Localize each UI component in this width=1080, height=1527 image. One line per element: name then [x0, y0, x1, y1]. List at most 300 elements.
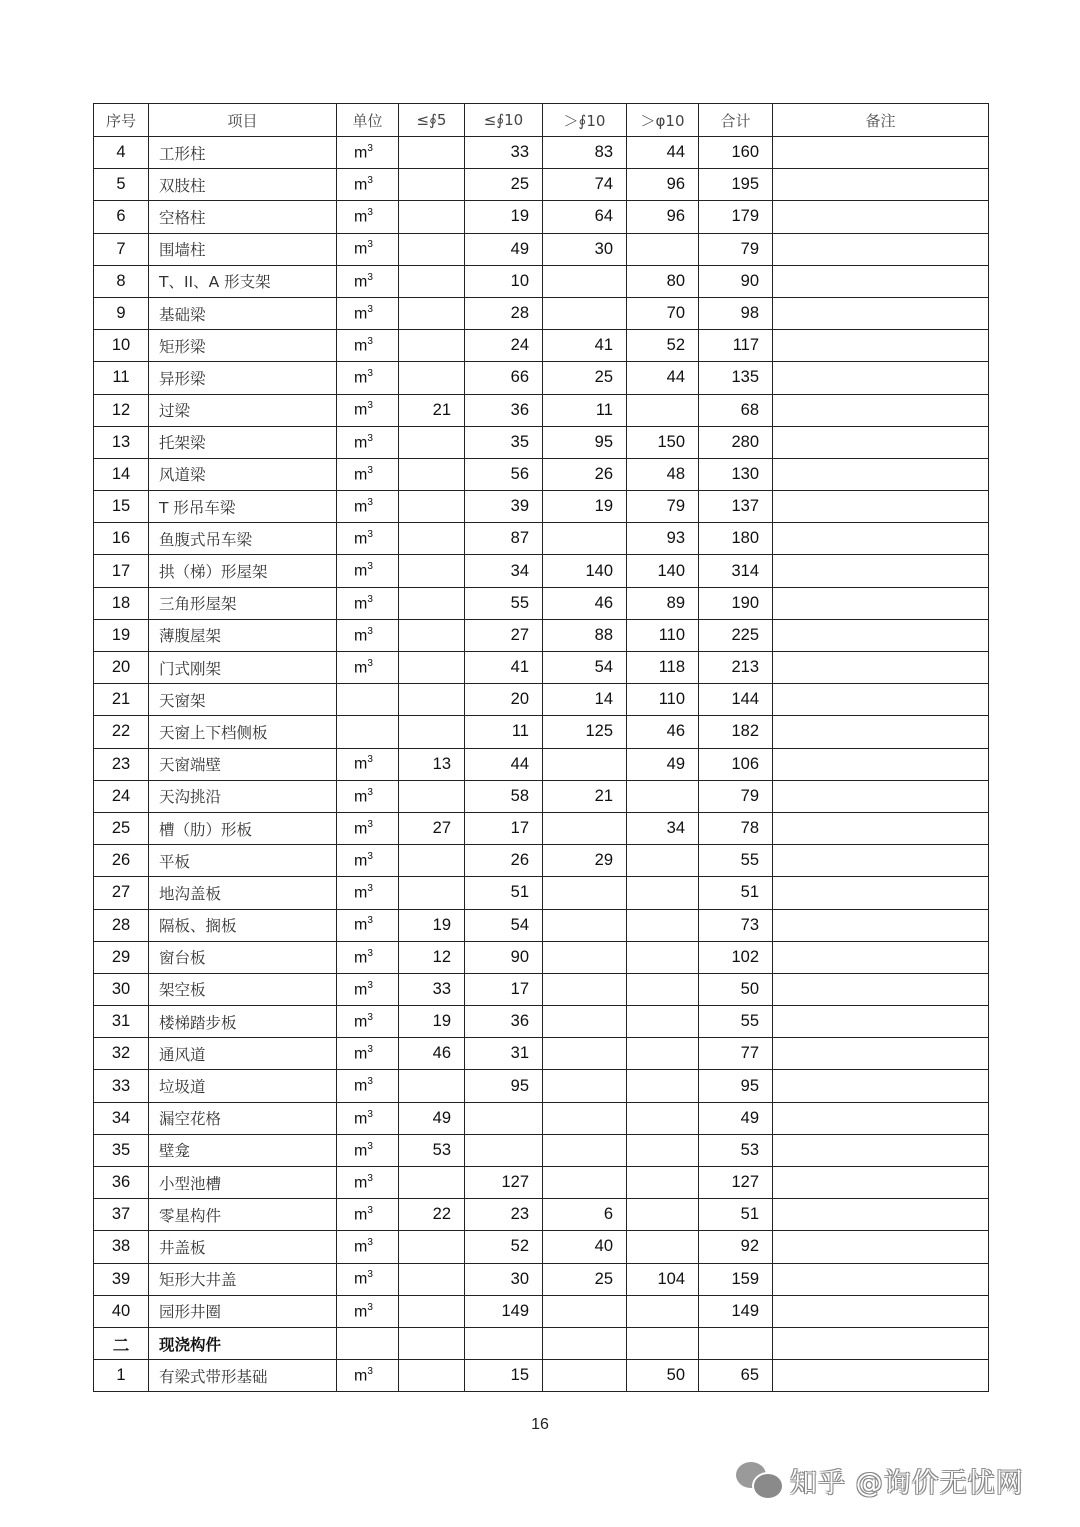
cell-item: T、II、A 形支架: [149, 265, 337, 297]
cell-total: 102: [699, 941, 773, 973]
cell-total: 106: [699, 748, 773, 780]
cell-le5: [399, 555, 465, 587]
cell-le5: [399, 1167, 465, 1199]
cell-gt-phi10: 50: [627, 1360, 699, 1392]
page-number: 16: [531, 1416, 549, 1433]
cell-le10: 44: [465, 748, 543, 780]
cell-note: [773, 265, 989, 297]
table-row: [94, 201, 989, 233]
cell-le10: 31: [465, 1038, 543, 1070]
cell-unit: [337, 491, 399, 523]
cell-item: 拱（梯）形屋架: [149, 555, 337, 587]
cell-gt10: 30: [543, 233, 627, 265]
cell-item: 窗台板: [149, 941, 337, 973]
cell-item: 天窗端壁: [149, 748, 337, 780]
cell-le5: [399, 684, 465, 716]
cell-le10: 54: [465, 909, 543, 941]
unit-exponent: 3: [367, 1205, 373, 1217]
cell-item: 围墙柱: [149, 233, 337, 265]
watermark-text: 知乎 @询价无忧网: [790, 1467, 1024, 1499]
cell-total: 55: [699, 1006, 773, 1038]
unit-exponent: 3: [367, 883, 373, 895]
unit-base: m: [354, 1270, 368, 1288]
cell-item: 鱼腹式吊车梁: [149, 523, 337, 555]
cell-note: [773, 587, 989, 619]
cell-le10: 90: [465, 941, 543, 973]
cell-le5: [399, 137, 465, 169]
cell-total: 50: [699, 973, 773, 1005]
cell-item: 工形柱: [149, 137, 337, 169]
cell-le10: 58: [465, 780, 543, 812]
table-row: [94, 652, 989, 684]
cell-le10: 36: [465, 394, 543, 426]
cell-item: 天窗架: [149, 684, 337, 716]
cell-gt-phi10: [627, 845, 699, 877]
unit-base: m: [354, 1238, 368, 1256]
table-row: [94, 877, 989, 909]
table-row: [94, 845, 989, 877]
cell-gt10: [543, 265, 627, 297]
cell-le10: [465, 1102, 543, 1134]
table-row: [94, 491, 989, 523]
cell-gt-phi10: 89: [627, 587, 699, 619]
cell-item: 井盖板: [149, 1231, 337, 1263]
cell-index: 7: [94, 233, 149, 265]
cell-unit: [337, 233, 399, 265]
table-header-row: [94, 104, 989, 137]
cell-gt10: 95: [543, 426, 627, 458]
unit-base: m: [354, 820, 368, 838]
cell-le10: 17: [465, 812, 543, 844]
cell-index: 19: [94, 619, 149, 651]
unit-base: m: [354, 305, 368, 323]
cell-unit: [337, 1295, 399, 1327]
cell-le5: [399, 780, 465, 812]
cell-le10: [465, 1134, 543, 1166]
cell-item: 基础梁: [149, 297, 337, 329]
cell-gt-phi10: 79: [627, 491, 699, 523]
table-row: [94, 909, 989, 941]
cell-gt-phi10: [627, 780, 699, 812]
unit-base: m: [354, 594, 368, 612]
cell-le10: 28: [465, 297, 543, 329]
unit-exponent: 3: [367, 142, 373, 154]
cell-total: 195: [699, 169, 773, 201]
cell-item: 薄腹屋架: [149, 619, 337, 651]
cell-unit: [337, 1006, 399, 1038]
unit-exponent: 3: [367, 271, 373, 283]
unit-exponent: 3: [367, 818, 373, 830]
cell-item: 隔板、搁板: [149, 909, 337, 941]
cell-le5: [399, 426, 465, 458]
unit-base: m: [354, 273, 368, 290]
unit-exponent: 3: [367, 593, 373, 605]
cell-index: 32: [94, 1038, 149, 1070]
cell-item: 天沟挑沿: [149, 780, 337, 812]
table-row: [94, 619, 989, 651]
cell-note: [773, 748, 989, 780]
cell-gt-phi10: 46: [627, 716, 699, 748]
table-row: [94, 812, 989, 844]
cell-index: 30: [94, 973, 149, 1005]
cell-gt10: [543, 812, 627, 844]
unit-base: m: [354, 144, 368, 162]
cell-gt-phi10: 96: [627, 201, 699, 233]
cell-index: 6: [94, 201, 149, 233]
cell-unit: [337, 1231, 399, 1263]
cell-note: [773, 1295, 989, 1327]
cell-le5: 53: [399, 1134, 465, 1166]
cell-note: [773, 1102, 989, 1134]
cell-unit: [337, 877, 399, 909]
cell-index: 35: [94, 1134, 149, 1166]
unit-exponent: 3: [367, 1140, 373, 1152]
unit-base: m: [354, 369, 368, 387]
cell-index: 37: [94, 1199, 149, 1231]
cell-note: [773, 909, 989, 941]
cell-le5: [399, 587, 465, 619]
table-row: [94, 1006, 989, 1038]
cell-index: 16: [94, 523, 149, 555]
cell-gt-phi10: 34: [627, 812, 699, 844]
cell-gt10: 21: [543, 780, 627, 812]
cell-gt-phi10: [627, 941, 699, 973]
cell-le10: 30: [465, 1263, 543, 1295]
table-row: [94, 1231, 989, 1263]
cell-total: 182: [699, 716, 773, 748]
cell-unit: [337, 973, 399, 1005]
cell-note: [773, 973, 989, 1005]
unit-base: m: [354, 852, 368, 870]
cell-le10: 55: [465, 587, 543, 619]
cell-unit: [337, 297, 399, 329]
cell-item: 小型池槽: [149, 1167, 337, 1199]
table-row: [94, 1102, 989, 1134]
cell-unit: [337, 1199, 399, 1231]
table-row: [94, 1263, 989, 1295]
cell-total: 77: [699, 1038, 773, 1070]
cell-le5: [399, 845, 465, 877]
cell-gt-phi10: 96: [627, 169, 699, 201]
cell-gt-phi10: 93: [627, 523, 699, 555]
cell-note: [773, 1134, 989, 1166]
cell-gt-phi10: [627, 1167, 699, 1199]
cell-note: [773, 1231, 989, 1263]
table-row: [94, 716, 989, 748]
unit-exponent: 3: [367, 1108, 373, 1120]
table-row: [94, 555, 989, 587]
unit-base: m: [354, 208, 368, 226]
unit-base: m: [354, 981, 368, 999]
cell-gt10: 26: [543, 458, 627, 490]
unit-exponent: 3: [367, 1301, 373, 1313]
cell-item: 矩形大井盖: [149, 1263, 337, 1295]
cell-gt-phi10: [627, 973, 699, 1005]
unit-base: m: [354, 498, 368, 516]
cell-le10: 49: [465, 233, 543, 265]
cell-gt-phi10: 44: [627, 137, 699, 169]
cell-index: 36: [94, 1167, 149, 1199]
cell-gt10: 41: [543, 330, 627, 362]
cell-gt10: [543, 909, 627, 941]
table-row: [94, 137, 989, 169]
cell-index: 11: [94, 362, 149, 394]
cell-le5: [399, 233, 465, 265]
cell-index: 39: [94, 1263, 149, 1295]
unit-base: m: [354, 562, 368, 580]
cell-item: 异形梁: [149, 362, 337, 394]
cell-gt-phi10: [627, 394, 699, 426]
cell-item: 天窗上下档侧板: [149, 716, 337, 748]
table-row: [94, 394, 989, 426]
cell-note: [773, 684, 989, 716]
cell-total: 92: [699, 1231, 773, 1263]
cell-gt-phi10: [627, 1102, 699, 1134]
cell-gt-phi10: 150: [627, 426, 699, 458]
cell-gt-phi10: [627, 233, 699, 265]
unit-base: m: [354, 884, 368, 902]
cell-le5: [399, 1070, 465, 1102]
unit-exponent: 3: [367, 754, 373, 766]
cell-le10: 26: [465, 845, 543, 877]
unit-exponent: 3: [367, 947, 373, 959]
cell-gt10: 54: [543, 652, 627, 684]
cell-total: 159: [699, 1263, 773, 1295]
table-row: [94, 1134, 989, 1166]
cell-le5: [399, 1231, 465, 1263]
cell-unit: [337, 1070, 399, 1102]
cell-total: 135: [699, 362, 773, 394]
cell-total: 117: [699, 330, 773, 362]
cell-unit: [337, 394, 399, 426]
cell-gt10: [543, 941, 627, 973]
table-row: [94, 233, 989, 265]
cell-unit: [337, 619, 399, 651]
cell-gt-phi10: [627, 1327, 699, 1359]
table-row: [94, 265, 989, 297]
unit-base: m: [354, 1077, 368, 1095]
cell-le10: 127: [465, 1167, 543, 1199]
cell-note: [773, 169, 989, 201]
cell-unit: [337, 555, 399, 587]
cell-unit: [337, 265, 399, 297]
cell-le10: 87: [465, 523, 543, 555]
unit-base: m: [354, 337, 368, 355]
unit-base: m: [354, 659, 368, 677]
cell-index: 31: [94, 1006, 149, 1038]
cell-le5: [399, 362, 465, 394]
cell-item: 三角形屋架: [149, 587, 337, 619]
cell-gt-phi10: [627, 1006, 699, 1038]
cell-unit: [337, 748, 399, 780]
cell-total: 144: [699, 684, 773, 716]
cell-total: 180: [699, 523, 773, 555]
cell-note: [773, 652, 989, 684]
section-row: [94, 1327, 989, 1359]
cell-note: [773, 1360, 989, 1392]
cell-note: [773, 297, 989, 329]
cell-unit: [337, 909, 399, 941]
cell-le5: [399, 619, 465, 651]
cell-le10: 149: [465, 1295, 543, 1327]
unit-exponent: 3: [367, 1172, 373, 1184]
table-row: [94, 1167, 989, 1199]
cell-note: [773, 1263, 989, 1295]
cell-gt-phi10: 52: [627, 330, 699, 362]
cell-gt10: 29: [543, 845, 627, 877]
cell-gt10: 125: [543, 716, 627, 748]
cell-index: 4: [94, 137, 149, 169]
cell-index: 10: [94, 330, 149, 362]
cell-index: 38: [94, 1231, 149, 1263]
cell-le5: [399, 265, 465, 297]
cell-le5: [399, 330, 465, 362]
unit-base: m: [354, 1045, 368, 1063]
cell-note: [773, 780, 989, 812]
unit-exponent: 3: [367, 1076, 373, 1088]
cell-unit: [337, 652, 399, 684]
cell-gt-phi10: [627, 909, 699, 941]
cell-gt10: [543, 1102, 627, 1134]
cell-gt10: 6: [543, 1199, 627, 1231]
cell-gt10: [543, 1360, 627, 1392]
cell-note: [773, 394, 989, 426]
cell-index: 9: [94, 297, 149, 329]
cell-le5: 22: [399, 1199, 465, 1231]
cell-note: [773, 491, 989, 523]
cell-total: 213: [699, 652, 773, 684]
cell-gt-phi10: [627, 1231, 699, 1263]
cell-total: [699, 1327, 773, 1359]
cell-index: 15: [94, 491, 149, 523]
cell-gt-phi10: 70: [627, 297, 699, 329]
cell-note: [773, 523, 989, 555]
cell-gt-phi10: [627, 1199, 699, 1231]
cell-le10: 24: [465, 330, 543, 362]
table-row: [94, 973, 989, 1005]
cell-note: [773, 362, 989, 394]
cell-note: [773, 812, 989, 844]
cell-gt10: 83: [543, 137, 627, 169]
cell-le5: [399, 716, 465, 748]
cell-unit: [337, 201, 399, 233]
unit-exponent: 3: [367, 786, 373, 798]
unit-exponent: 3: [367, 1269, 373, 1281]
cell-item: 平板: [149, 845, 337, 877]
unit-base: m: [354, 1206, 368, 1224]
cell-le5: [399, 652, 465, 684]
cell-le5: 46: [399, 1038, 465, 1070]
header-gt10: ＞∮10: [543, 104, 627, 137]
cell-item: 双肢柱: [149, 169, 337, 201]
cell-total: 79: [699, 233, 773, 265]
cell-le10: 56: [465, 458, 543, 490]
unit-base: m: [354, 433, 368, 451]
cell-unit: [337, 426, 399, 458]
unit-exponent: 3: [367, 979, 373, 991]
cell-le10: 35: [465, 426, 543, 458]
cell-item: 通风道: [149, 1038, 337, 1070]
unit-base: m: [354, 530, 368, 548]
cell-total: 98: [699, 297, 773, 329]
cell-le5: 27: [399, 812, 465, 844]
cell-le10: 11: [465, 716, 543, 748]
table-row: [94, 1360, 989, 1392]
cell-unit: [337, 1102, 399, 1134]
unit-base: m: [354, 1174, 368, 1192]
unit-exponent: 3: [367, 1237, 373, 1249]
cell-total: 90: [699, 265, 773, 297]
cell-gt10: [543, 1038, 627, 1070]
cell-total: 149: [699, 1295, 773, 1327]
cell-le10: 10: [465, 265, 543, 297]
cell-le10: 27: [465, 619, 543, 651]
cell-gt-phi10: 104: [627, 1263, 699, 1295]
cell-index: 12: [94, 394, 149, 426]
cell-index: 18: [94, 587, 149, 619]
table-row: [94, 1295, 989, 1327]
cell-gt10: 19: [543, 491, 627, 523]
cell-gt-phi10: 140: [627, 555, 699, 587]
unit-exponent: 3: [367, 1366, 373, 1378]
wechat-icon: [736, 1460, 784, 1500]
cell-le5: [399, 201, 465, 233]
cell-index: 27: [94, 877, 149, 909]
unit-exponent: 3: [367, 336, 373, 348]
cell-gt10: 64: [543, 201, 627, 233]
cell-gt10: 25: [543, 362, 627, 394]
cell-total: 73: [699, 909, 773, 941]
unit-base: m: [354, 755, 368, 773]
table-row: [94, 297, 989, 329]
cell-index: 33: [94, 1070, 149, 1102]
cell-gt10: 46: [543, 587, 627, 619]
cell-item: 现浇构件: [149, 1327, 337, 1359]
cell-note: [773, 1167, 989, 1199]
cell-le5: 12: [399, 941, 465, 973]
cell-gt10: [543, 1327, 627, 1359]
cell-unit: [337, 1134, 399, 1166]
cell-item: 槽（肋）形板: [149, 812, 337, 844]
cell-le5: [399, 1295, 465, 1327]
cell-le5: 19: [399, 1006, 465, 1038]
unit-base: m: [354, 1109, 368, 1127]
unit-exponent: 3: [367, 625, 373, 637]
unit-base: m: [354, 1303, 368, 1320]
cell-item: 楼梯踏步板: [149, 1006, 337, 1038]
cell-gt10: 40: [543, 1231, 627, 1263]
cell-le5: 49: [399, 1102, 465, 1134]
cell-gt-phi10: 48: [627, 458, 699, 490]
cell-le5: [399, 297, 465, 329]
watermark: [736, 1460, 1024, 1500]
cell-note: [773, 877, 989, 909]
header-gt-phi10: ＞φ10: [627, 104, 699, 137]
header-le5: ≤∮5: [399, 104, 465, 137]
cell-le10: 52: [465, 1231, 543, 1263]
cell-unit: [337, 812, 399, 844]
unit-base: m: [354, 788, 368, 805]
cell-index: 34: [94, 1102, 149, 1134]
cell-le10: 15: [465, 1360, 543, 1392]
cell-gt10: 14: [543, 684, 627, 716]
cell-le5: [399, 1360, 465, 1392]
cell-unit: [337, 1327, 399, 1359]
table-row: [94, 684, 989, 716]
cell-index: 8: [94, 265, 149, 297]
cell-item: 架空板: [149, 973, 337, 1005]
table-row: [94, 330, 989, 362]
